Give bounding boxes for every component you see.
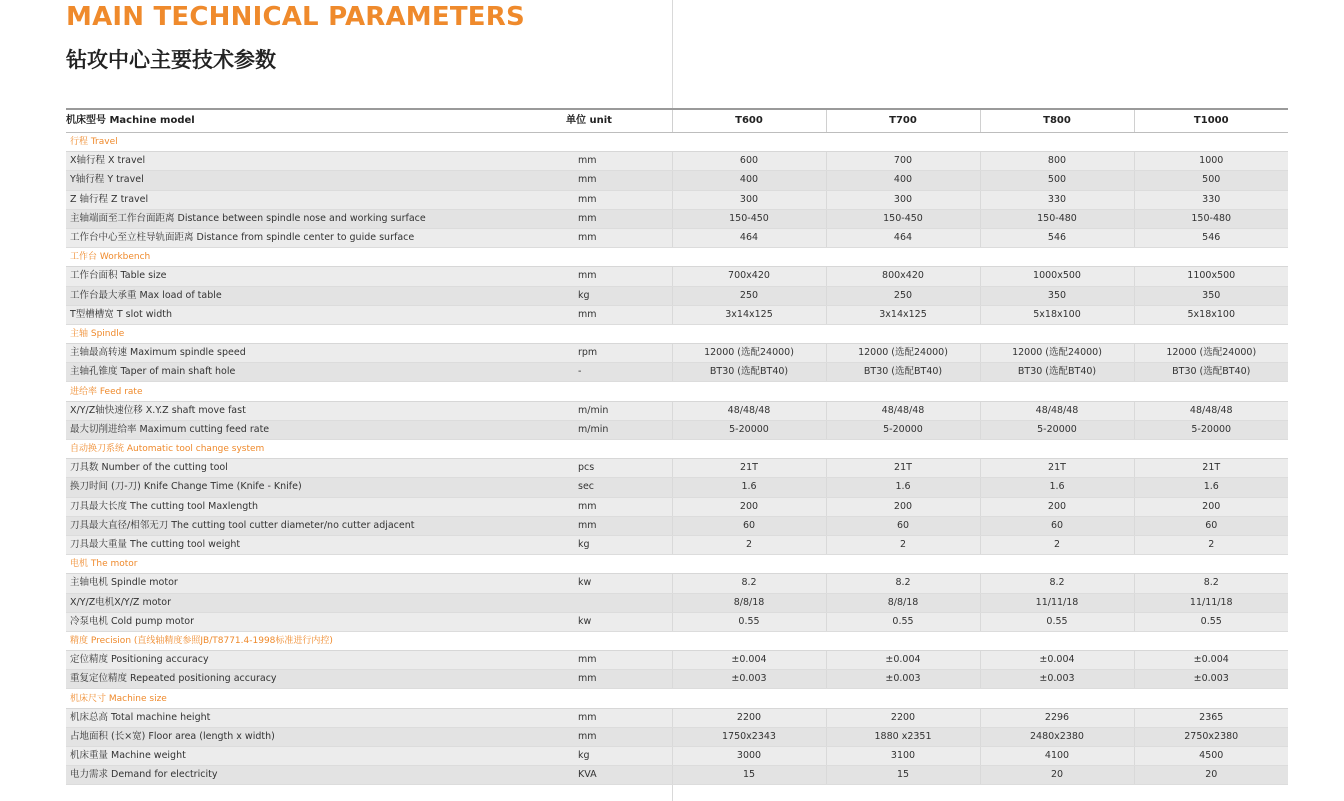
parameter-unit: mm (566, 708, 672, 727)
parameter-name: 主轴孔锥度 Taper of main shaft hole (66, 363, 566, 382)
page-title-cn: 钻攻中心主要技术参数 (66, 48, 276, 72)
table-header (66, 109, 1288, 133)
parameter-value-t1000: 20 (1134, 766, 1288, 785)
parameter-value-t700: BT30 (选配BT40) (826, 363, 980, 382)
parameter-value-t800: 2 (980, 535, 1134, 554)
parameter-value-t800: 8.2 (980, 574, 1134, 593)
parameter-name: X轴行程 X travel (66, 152, 566, 171)
parameter-name: 工作台最大承重 Max load of table (66, 286, 566, 305)
parameter-name: 工作台面积 Table size (66, 267, 566, 286)
parameter-unit: mm (566, 190, 672, 209)
parameter-name: Z 轴行程 Z travel (66, 190, 566, 209)
parameter-value-t700: 5-20000 (826, 420, 980, 439)
parameter-unit: mm (566, 670, 672, 689)
parameter-value-t700: 400 (826, 171, 980, 190)
section-header-row (66, 382, 1288, 401)
parameter-name: 定位精度 Positioning accuracy (66, 651, 566, 670)
section-header-row (66, 631, 1288, 650)
section-title: 进给率 Feed rate (66, 382, 1288, 401)
parameter-value-t800: 4100 (980, 747, 1134, 766)
parameter-value-t700: 250 (826, 286, 980, 305)
column-header-unit: 单位 unit (566, 109, 672, 133)
parameter-unit: m/min (566, 420, 672, 439)
parameter-unit: KVA (566, 766, 672, 785)
table-row (66, 766, 1288, 785)
parameters-table (66, 108, 1288, 785)
section-title: 自动换刀系统 Automatic tool change system (66, 440, 1288, 459)
parameter-value-t700: 1880 x2351 (826, 727, 980, 746)
parameter-unit: kg (566, 286, 672, 305)
parameter-value-t600: 3x14x125 (672, 305, 826, 324)
table-row (66, 670, 1288, 689)
parameter-value-t600: 21T (672, 459, 826, 478)
table-row (66, 267, 1288, 286)
parameter-value-t800: 21T (980, 459, 1134, 478)
parameter-unit: mm (566, 267, 672, 286)
parameter-unit: mm (566, 152, 672, 171)
parameter-value-t700: 21T (826, 459, 980, 478)
table-row (66, 747, 1288, 766)
section-title: 主轴 Spindle (66, 324, 1288, 343)
parameter-name: 电力需求 Demand for electricity (66, 766, 566, 785)
parameter-value-t700: 700 (826, 152, 980, 171)
parameter-value-t1000: 1100x500 (1134, 267, 1288, 286)
parameter-name: 主轴电机 Spindle motor (66, 574, 566, 593)
page-title-en: MAIN TECHNICAL PARAMETERS (66, 2, 525, 32)
parameter-value-t1000: 2750x2380 (1134, 727, 1288, 746)
parameter-value-t800: 350 (980, 286, 1134, 305)
table-row (66, 363, 1288, 382)
parameter-unit: mm (566, 651, 672, 670)
parameter-value-t800: 5x18x100 (980, 305, 1134, 324)
column-header-t700: T700 (826, 109, 980, 133)
table-row (66, 516, 1288, 535)
parameter-value-t1000: 1.6 (1134, 478, 1288, 497)
parameter-name: 最大切削进给率 Maximum cutting feed rate (66, 420, 566, 439)
column-header-t800: T800 (980, 109, 1134, 133)
parameter-value-t1000: 5-20000 (1134, 420, 1288, 439)
parameter-value-t700: 150-450 (826, 209, 980, 228)
parameter-value-t800: 546 (980, 228, 1134, 247)
parameter-value-t800: 60 (980, 516, 1134, 535)
parameter-value-t600: BT30 (选配BT40) (672, 363, 826, 382)
parameter-value-t800: 1000x500 (980, 267, 1134, 286)
parameter-unit: m/min (566, 401, 672, 420)
parameter-name: 换刀时间 (刀-刀) Knife Change Time (Knife - Knife) (66, 478, 566, 497)
column-header-t600: T600 (672, 109, 826, 133)
parameter-value-t700: 60 (826, 516, 980, 535)
section-title: 机床尺寸 Machine size (66, 689, 1288, 708)
parameter-value-t600: 300 (672, 190, 826, 209)
parameter-value-t800: 500 (980, 171, 1134, 190)
parameter-value-t1000: 21T (1134, 459, 1288, 478)
table-row (66, 535, 1288, 554)
table-row (66, 612, 1288, 631)
parameter-value-t800: 48/48/48 (980, 401, 1134, 420)
section-title: 精度 Precision (直线轴精度参照JB/T8771.4-1998标准进行内控) (66, 631, 1288, 650)
parameter-value-t600: 700x420 (672, 267, 826, 286)
table-body (66, 133, 1288, 785)
parameter-value-t600: 2200 (672, 708, 826, 727)
table-row (66, 344, 1288, 363)
parameter-value-t600: 15 (672, 766, 826, 785)
parameter-value-t700: 8/8/18 (826, 593, 980, 612)
parameter-value-t600: 400 (672, 171, 826, 190)
parameter-value-t800: ±0.003 (980, 670, 1134, 689)
parameter-unit: pcs (566, 459, 672, 478)
parameter-value-t1000: 2 (1134, 535, 1288, 554)
section-header-row (66, 555, 1288, 574)
parameter-unit: kw (566, 574, 672, 593)
parameter-value-t1000: 330 (1134, 190, 1288, 209)
parameter-value-t1000: BT30 (选配BT40) (1134, 363, 1288, 382)
parameter-value-t700: 3x14x125 (826, 305, 980, 324)
table-row (66, 651, 1288, 670)
parameter-value-t600: 250 (672, 286, 826, 305)
parameter-value-t700: 200 (826, 497, 980, 516)
parameter-name: 冷泵电机 Cold pump motor (66, 612, 566, 631)
parameter-value-t800: ±0.004 (980, 651, 1134, 670)
parameter-unit: mm (566, 516, 672, 535)
parameter-name: Y轴行程 Y travel (66, 171, 566, 190)
parameter-value-t800: BT30 (选配BT40) (980, 363, 1134, 382)
parameter-name: 重复定位精度 Repeated positioning accuracy (66, 670, 566, 689)
parameter-value-t700: 300 (826, 190, 980, 209)
parameter-name: 刀具最大直径/相邻无刀 The cutting tool cutter diameter/no cutter adjacent (66, 516, 566, 535)
section-header-row (66, 133, 1288, 152)
parameter-value-t1000: 8.2 (1134, 574, 1288, 593)
parameter-value-t700: 800x420 (826, 267, 980, 286)
parameter-value-t800: 1.6 (980, 478, 1134, 497)
table-row (66, 420, 1288, 439)
table-row (66, 152, 1288, 171)
parameter-unit: mm (566, 171, 672, 190)
table-row (66, 574, 1288, 593)
parameter-value-t800: 5-20000 (980, 420, 1134, 439)
parameter-unit: mm (566, 497, 672, 516)
parameter-value-t1000: 48/48/48 (1134, 401, 1288, 420)
parameter-value-t1000: 150-480 (1134, 209, 1288, 228)
parameter-unit: kg (566, 535, 672, 554)
parameter-value-t800: 800 (980, 152, 1134, 171)
parameter-name: 机床总高 Total machine height (66, 708, 566, 727)
parameter-value-t1000: 1000 (1134, 152, 1288, 171)
table-row (66, 190, 1288, 209)
parameter-name: T型槽槽宽 T slot width (66, 305, 566, 324)
parameter-unit: mm (566, 209, 672, 228)
parameter-value-t600: 60 (672, 516, 826, 535)
parameter-name: 主轴最高转速 Maximum spindle speed (66, 344, 566, 363)
parameter-value-t1000: 12000 (选配24000) (1134, 344, 1288, 363)
parameter-value-t700: 12000 (选配24000) (826, 344, 980, 363)
parameter-value-t700: 2200 (826, 708, 980, 727)
parameter-value-t600: 8/8/18 (672, 593, 826, 612)
parameter-value-t800: 330 (980, 190, 1134, 209)
parameter-value-t600: 12000 (选配24000) (672, 344, 826, 363)
parameter-value-t600: 464 (672, 228, 826, 247)
parameter-unit: kw (566, 612, 672, 631)
parameter-value-t700: ±0.004 (826, 651, 980, 670)
table-row (66, 209, 1288, 228)
parameter-value-t700: ±0.003 (826, 670, 980, 689)
parameter-name: 刀具最大重量 The cutting tool weight (66, 535, 566, 554)
parameter-value-t600: 48/48/48 (672, 401, 826, 420)
parameter-name: 刀具最大长度 The cutting tool Maxlength (66, 497, 566, 516)
parameter-value-t600: 2 (672, 535, 826, 554)
parameter-value-t1000: ±0.003 (1134, 670, 1288, 689)
parameter-value-t1000: 350 (1134, 286, 1288, 305)
parameter-value-t1000: 60 (1134, 516, 1288, 535)
parameter-value-t700: 48/48/48 (826, 401, 980, 420)
parameter-unit: - (566, 363, 672, 382)
parameter-unit: rpm (566, 344, 672, 363)
parameter-value-t1000: 5x18x100 (1134, 305, 1288, 324)
parameter-value-t600: 8.2 (672, 574, 826, 593)
parameter-value-t1000: 500 (1134, 171, 1288, 190)
parameter-unit: kg (566, 747, 672, 766)
parameter-unit (566, 593, 672, 612)
parameter-value-t600: 5-20000 (672, 420, 826, 439)
table-row (66, 171, 1288, 190)
parameter-unit: mm (566, 727, 672, 746)
table-row (66, 708, 1288, 727)
parameter-value-t800: 11/11/18 (980, 593, 1134, 612)
parameter-value-t600: 0.55 (672, 612, 826, 631)
parameter-value-t800: 150-480 (980, 209, 1134, 228)
parameter-value-t600: 3000 (672, 747, 826, 766)
parameter-name: 占地面积 (长×宽) Floor area (length x width) (66, 727, 566, 746)
parameter-value-t800: 2296 (980, 708, 1134, 727)
parameter-value-t1000: 11/11/18 (1134, 593, 1288, 612)
parameter-unit: mm (566, 305, 672, 324)
parameter-value-t800: 20 (980, 766, 1134, 785)
section-title: 行程 Travel (66, 133, 1288, 152)
parameter-value-t1000: 0.55 (1134, 612, 1288, 631)
column-header-model: 机床型号 Machine model (66, 109, 566, 133)
table-row (66, 286, 1288, 305)
parameter-value-t800: 0.55 (980, 612, 1134, 631)
parameter-value-t600: ±0.004 (672, 651, 826, 670)
parameter-name: 机床重量 Machine weight (66, 747, 566, 766)
parameter-name: 刀具数 Number of the cutting tool (66, 459, 566, 478)
section-header-row (66, 324, 1288, 343)
table-row (66, 593, 1288, 612)
parameter-unit: sec (566, 478, 672, 497)
table-row (66, 228, 1288, 247)
parameter-name: 工作台中心至立柱导轨面距离 Distance from spindle center to guide surface (66, 228, 566, 247)
parameter-value-t600: 1750x2343 (672, 727, 826, 746)
parameter-value-t1000: 4500 (1134, 747, 1288, 766)
parameter-value-t800: 200 (980, 497, 1134, 516)
parameter-value-t700: 15 (826, 766, 980, 785)
parameter-value-t700: 8.2 (826, 574, 980, 593)
column-header-t1000: T1000 (1134, 109, 1288, 133)
table-row (66, 497, 1288, 516)
parameter-name: X/Y/Z轴快速位移 X.Y.Z shaft move fast (66, 401, 566, 420)
section-header-row (66, 689, 1288, 708)
parameter-name: X/Y/Z电机X/Y/Z motor (66, 593, 566, 612)
section-header-row (66, 248, 1288, 267)
parameter-unit: mm (566, 228, 672, 247)
parameter-value-t700: 464 (826, 228, 980, 247)
parameter-value-t700: 0.55 (826, 612, 980, 631)
parameter-value-t700: 2 (826, 535, 980, 554)
table-row (66, 478, 1288, 497)
parameter-value-t800: 12000 (选配24000) (980, 344, 1134, 363)
section-title: 电机 The motor (66, 555, 1288, 574)
section-header-row (66, 440, 1288, 459)
parameter-value-t600: ±0.003 (672, 670, 826, 689)
parameter-value-t1000: 2365 (1134, 708, 1288, 727)
parameter-value-t700: 1.6 (826, 478, 980, 497)
parameter-value-t1000: ±0.004 (1134, 651, 1288, 670)
parameter-name: 主轴端面至工作台面距离 Distance between spindle nose and working surface (66, 209, 566, 228)
parameter-value-t600: 1.6 (672, 478, 826, 497)
parameter-value-t1000: 200 (1134, 497, 1288, 516)
parameter-value-t600: 200 (672, 497, 826, 516)
parameter-value-t600: 150-450 (672, 209, 826, 228)
table-row (66, 727, 1288, 746)
section-title: 工作台 Workbench (66, 248, 1288, 267)
parameter-value-t600: 600 (672, 152, 826, 171)
parameter-value-t1000: 546 (1134, 228, 1288, 247)
table-row (66, 459, 1288, 478)
parameter-value-t800: 2480x2380 (980, 727, 1134, 746)
table-row (66, 305, 1288, 324)
table-row (66, 401, 1288, 420)
parameter-value-t700: 3100 (826, 747, 980, 766)
